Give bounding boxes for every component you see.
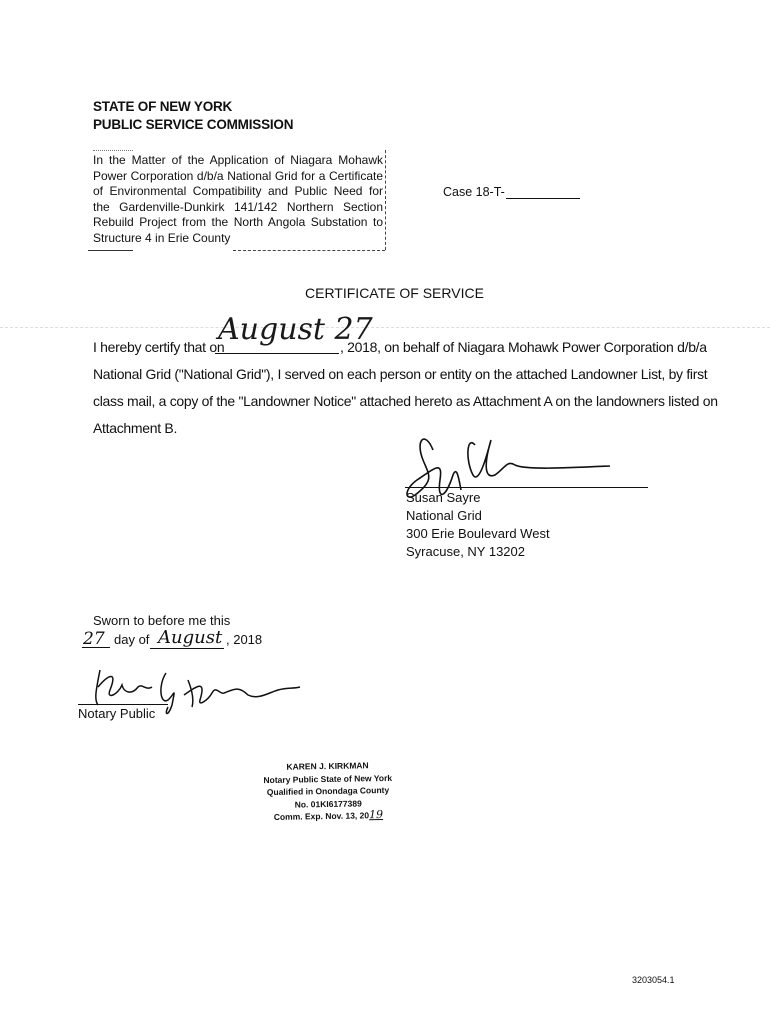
cert-line2: National Grid ("National Grid"), I served on each person or entity on the attached Landowner List, by first [93, 366, 708, 382]
case-number-blank [506, 198, 580, 199]
stamp-line3: Qualified in Onondaga County [266, 784, 390, 798]
document-title: CERTIFICATE OF SERVICE [305, 285, 484, 301]
date-underline [215, 353, 339, 354]
stamp-line2: Notary Public State of New York [263, 772, 393, 785]
sworn-day-underline [82, 647, 110, 648]
handwritten-date: August 27 [218, 312, 373, 347]
cert-line4: Attachment B. [93, 420, 178, 436]
caption-box-top-border [93, 150, 133, 151]
document-number: 3203054.1 [632, 975, 675, 985]
stamp-line5 [258, 809, 398, 824]
notary-signature-line [78, 704, 168, 705]
caption-box-right-border [385, 150, 386, 250]
case-number [443, 185, 580, 199]
caption-box-bottom-border [233, 250, 385, 251]
stamp-name: KAREN J. KIRKMAN [286, 760, 369, 772]
cert-prefix: I hereby certify that on [93, 339, 225, 355]
sworn-line: Sworn to before me this [93, 613, 231, 628]
cert-line1-suffix: , 2018, on behalf of Niagara Mohawk Power Corporation d/b/a [340, 339, 707, 355]
notary-public-label: Notary Public [78, 706, 156, 721]
stamp-expiry-year: 19 [368, 808, 384, 822]
stamp-line4: No. 01KI6177389 [294, 797, 362, 810]
sworn-day-of: day of [114, 632, 150, 647]
signer-city: Syracuse, NY 13202 [406, 544, 525, 559]
scan-artifact-line [0, 327, 770, 328]
signer-address: 300 Erie Boulevard West [406, 526, 550, 541]
case-label: Case 18-T- [443, 185, 505, 199]
commission-heading: PUBLIC SERVICE COMMISSION [93, 117, 294, 132]
matter-caption: In the Matter of the Application of Niagara Mohawk Power Corporation d/b/a National Grid for a Certificate of Environmental Compatibility and Public Need for the Gardenville-Dunkirk 141/142 Northern Section Rebuild Project from the North Angola Substation to Structure 4 in Erie County [93, 153, 383, 245]
sworn-month-underline [150, 648, 224, 649]
cert-line3: class mail, a copy of the "Landowner Notice" attached hereto as Attachment A on the landowners listed on [93, 393, 718, 409]
sworn-year: , 2018 [226, 632, 263, 647]
signer-name: Susan Sayre [406, 490, 481, 505]
stamp-expiry: Comm. Exp. Nov. 13, 20 [273, 810, 370, 822]
caption-underline [88, 250, 133, 251]
sworn-month: August [158, 627, 223, 648]
state-heading: STATE OF NEW YORK [93, 99, 233, 114]
notary-stamp [257, 759, 398, 824]
sworn-day: 27 [83, 629, 105, 649]
signature-line [405, 487, 648, 488]
signer-company: National Grid [406, 508, 482, 523]
